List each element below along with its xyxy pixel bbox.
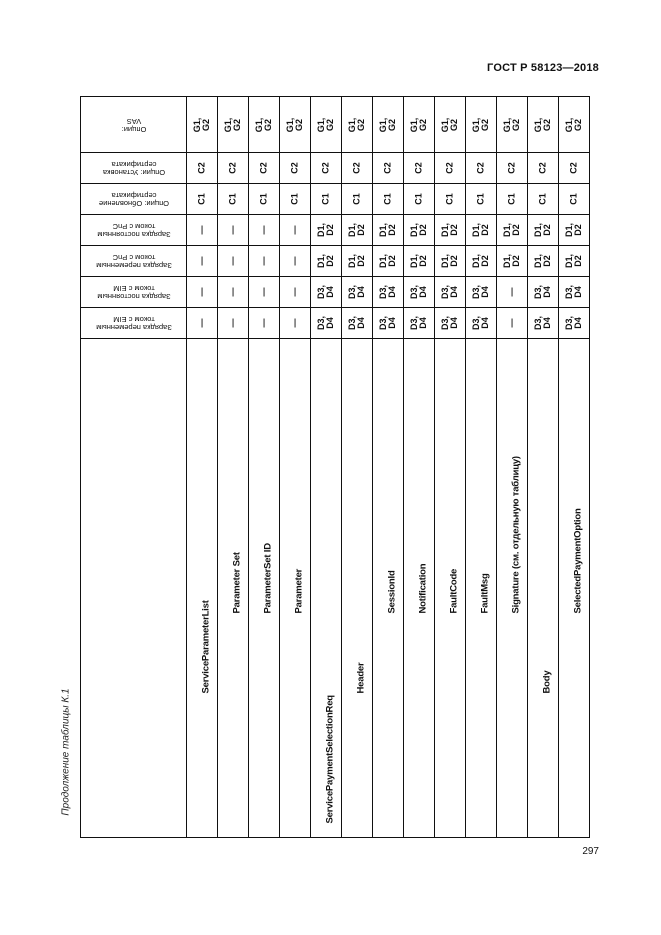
cell-option-update-cert: [311, 184, 342, 215]
value-dc-charging-pnc: D1, D2: [378, 222, 397, 238]
cell-option-update-cert: [435, 184, 466, 215]
value-ac-charging-pnc: D1, D2: [471, 253, 490, 269]
value-dc-charging-eim: D3, D4: [409, 284, 428, 300]
cell-ac-charging-eim: [342, 308, 373, 339]
cell-options-vas: [497, 97, 528, 153]
value-option-update-cert: C1: [475, 193, 486, 205]
cell-ac-charging-eim: [404, 308, 435, 339]
value-dc-charging-eim: —: [196, 287, 207, 297]
cell-ac-charging-pnc: [249, 246, 280, 277]
value-option-install-cert: C2: [444, 162, 455, 174]
value-option-update-cert: C1: [537, 193, 548, 205]
value-ac-charging-pnc: D1, D2: [378, 253, 397, 269]
cell-option-install-cert: [311, 153, 342, 184]
cell-option-install-cert: [404, 153, 435, 184]
value-dc-charging-eim: D3, D4: [564, 284, 583, 300]
value-ac-charging-eim: D3, D4: [347, 315, 366, 331]
row-option-install-cert: [81, 153, 590, 184]
cell-options-vas: [404, 97, 435, 153]
cell-option-install-cert: [249, 153, 280, 184]
cell-dc-charging-pnc: [497, 215, 528, 246]
value-dc-charging-pnc: D1, D2: [533, 222, 552, 238]
column-header-dc-charging-pnc: Зарядка постоянным током с PnC: [96, 222, 171, 239]
cell-option-install-cert: [559, 153, 590, 184]
value-option-install-cert: C2: [413, 162, 424, 174]
cell-element-name: [559, 339, 590, 838]
cell-ac-charging-eim: [435, 308, 466, 339]
value-option-install-cert: C2: [382, 162, 393, 174]
row-element-names: [81, 339, 590, 838]
page-number: 297: [582, 846, 599, 857]
cell-dc-charging-pnc: [466, 215, 497, 246]
cell-ac-charging-pnc: [435, 246, 466, 277]
cell-ac-charging-eim: [466, 308, 497, 339]
cell-dc-charging-pnc: [528, 215, 559, 246]
value-ac-charging-eim: D3, D4: [316, 315, 335, 331]
row-options-vas: [81, 97, 590, 153]
cell-option-install-cert: [187, 153, 218, 184]
cell-dc-charging-eim: [280, 277, 311, 308]
cell-options-vas: [249, 97, 280, 153]
row-ac-charging-pnc: [81, 246, 590, 277]
value-options-vas: G1, G2: [471, 117, 490, 132]
cell-ac-charging-eim: [559, 308, 590, 339]
element-name-l3: Signature (см. отдельную таблицу): [510, 456, 522, 614]
cell-option-update-cert: [249, 184, 280, 215]
value-option-update-cert: C1: [506, 193, 517, 205]
row-dc-charging-eim: [81, 277, 590, 308]
cell-options-vas: [466, 97, 497, 153]
element-name-l2: Body: [541, 670, 553, 694]
cell-dc-charging-pnc: [435, 215, 466, 246]
value-dc-charging-eim: D3, D4: [440, 284, 459, 300]
cell-dc-charging-eim: [404, 277, 435, 308]
value-ac-charging-pnc: —: [289, 256, 300, 266]
value-option-update-cert: C1: [444, 193, 455, 205]
value-dc-charging-pnc: D1, D2: [564, 222, 583, 238]
table-continuation-caption: Продолжение таблицы К.1: [60, 688, 72, 816]
value-option-update-cert: C1: [289, 193, 300, 205]
cell-options-vas: [373, 97, 404, 153]
cell-ac-charging-pnc: [559, 246, 590, 277]
value-dc-charging-pnc: D1, D2: [502, 222, 521, 238]
cell-ac-charging-pnc: [497, 246, 528, 277]
cell-option-update-cert: [280, 184, 311, 215]
cell-dc-charging-eim: [466, 277, 497, 308]
value-option-install-cert: C2: [506, 162, 517, 174]
cell-dc-charging-pnc: [373, 215, 404, 246]
column-header-ac-charging-eim: Зарядка переменным током с EIM: [95, 315, 172, 332]
cell-element-name: [497, 339, 528, 838]
value-dc-charging-pnc: —: [289, 225, 300, 235]
cell-ac-charging-eim: [373, 308, 404, 339]
value-ac-charging-eim: D3, D4: [378, 315, 397, 331]
value-ac-charging-eim: D3, D4: [440, 315, 459, 331]
element-name-l3: SelectedPaymentOption: [572, 508, 584, 614]
value-dc-charging-eim: —: [289, 287, 300, 297]
cell-ac-charging-eim: [528, 308, 559, 339]
cell-ac-charging-eim: [187, 308, 218, 339]
value-options-vas: G1, G2: [192, 117, 211, 132]
column-header-ac-charging-pnc: Зарядка переменным током с PnC: [95, 253, 172, 270]
cell-dc-charging-pnc: [559, 215, 590, 246]
value-dc-charging-eim: D3, D4: [316, 284, 335, 300]
cell-option-install-cert: [466, 153, 497, 184]
value-option-install-cert: C2: [351, 162, 362, 174]
cell-ac-charging-eim: [249, 308, 280, 339]
cell-dc-charging-eim: [218, 277, 249, 308]
value-options-vas: G1, G2: [316, 117, 335, 132]
header-cell-ac-charging-eim: [81, 308, 187, 339]
document-code: ГОСТ Р 58123—2018: [487, 62, 599, 74]
value-ac-charging-pnc: D1, D2: [502, 253, 521, 269]
cell-element-name: [404, 339, 435, 838]
value-ac-charging-eim: —: [289, 318, 300, 328]
cell-element-name: [249, 339, 280, 838]
value-ac-charging-eim: —: [506, 318, 517, 328]
element-name-l2: Header: [355, 662, 367, 694]
value-option-update-cert: C1: [413, 193, 424, 205]
cell-option-install-cert: [528, 153, 559, 184]
value-ac-charging-pnc: —: [227, 256, 238, 266]
cell-option-install-cert: [373, 153, 404, 184]
cell-ac-charging-pnc: [528, 246, 559, 277]
cell-dc-charging-eim: [249, 277, 280, 308]
element-name-l3: SessionId: [386, 570, 398, 614]
cell-dc-charging-eim: [497, 277, 528, 308]
value-dc-charging-eim: D3, D4: [378, 284, 397, 300]
cell-ac-charging-eim: [311, 308, 342, 339]
value-option-install-cert: C2: [289, 162, 300, 174]
cell-dc-charging-eim: [373, 277, 404, 308]
cell-element-name: [280, 339, 311, 838]
value-ac-charging-pnc: D1, D2: [409, 253, 428, 269]
cell-dc-charging-pnc: [187, 215, 218, 246]
value-option-install-cert: C2: [196, 162, 207, 174]
element-name-l3: Parameter: [293, 568, 305, 614]
value-ac-charging-eim: —: [227, 318, 238, 328]
value-options-vas: G1, G2: [223, 117, 242, 132]
value-options-vas: G1, G2: [254, 117, 273, 132]
cell-dc-charging-pnc: [218, 215, 249, 246]
cell-dc-charging-eim: [311, 277, 342, 308]
cell-ac-charging-pnc: [280, 246, 311, 277]
value-dc-charging-pnc: —: [227, 225, 238, 235]
cell-dc-charging-eim: [528, 277, 559, 308]
cell-option-update-cert: [404, 184, 435, 215]
cell-dc-charging-pnc: [342, 215, 373, 246]
value-options-vas: G1, G2: [409, 117, 428, 132]
element-name-l3: FaultMsg: [479, 573, 491, 614]
value-dc-charging-pnc: D1, D2: [316, 222, 335, 238]
header-cell-options-vas: [81, 97, 187, 153]
cell-option-update-cert: [497, 184, 528, 215]
value-options-vas: G1, G2: [440, 117, 459, 132]
cell-option-update-cert: [373, 184, 404, 215]
cell-ac-charging-eim: [218, 308, 249, 339]
value-option-install-cert: C2: [568, 162, 579, 174]
value-options-vas: G1, G2: [564, 117, 583, 132]
cell-option-update-cert: [218, 184, 249, 215]
column-header-dc-charging-eim: Зарядка постоянным током с EIM: [96, 284, 171, 301]
cell-option-update-cert: [559, 184, 590, 215]
cell-option-install-cert: [497, 153, 528, 184]
value-options-vas: G1, G2: [502, 117, 521, 132]
cell-options-vas: [280, 97, 311, 153]
value-options-vas: G1, G2: [347, 117, 366, 132]
cell-dc-charging-eim: [187, 277, 218, 308]
value-dc-charging-pnc: —: [258, 225, 269, 235]
cell-option-install-cert: [218, 153, 249, 184]
cell-options-vas: [187, 97, 218, 153]
value-options-vas: G1, G2: [285, 117, 304, 132]
cell-element-name: [311, 339, 342, 838]
cell-option-install-cert: [280, 153, 311, 184]
cell-element-name: [373, 339, 404, 838]
value-dc-charging-pnc: D1, D2: [409, 222, 428, 238]
value-option-install-cert: C2: [537, 162, 548, 174]
element-name-l2: ServiceParameterList: [200, 600, 212, 694]
row-option-update-cert: [81, 184, 590, 215]
value-dc-charging-eim: —: [227, 287, 238, 297]
value-option-update-cert: C1: [227, 193, 238, 205]
value-option-update-cert: C1: [568, 193, 579, 205]
cell-ac-charging-pnc: [373, 246, 404, 277]
value-ac-charging-pnc: —: [258, 256, 269, 266]
cell-element-name: [342, 339, 373, 838]
value-option-update-cert: C1: [382, 193, 393, 205]
cell-ac-charging-pnc: [218, 246, 249, 277]
value-ac-charging-pnc: D1, D2: [533, 253, 552, 269]
cell-ac-charging-pnc: [187, 246, 218, 277]
cell-option-install-cert: [435, 153, 466, 184]
value-ac-charging-pnc: D1, D2: [440, 253, 459, 269]
value-dc-charging-pnc: D1, D2: [347, 222, 366, 238]
value-option-update-cert: C1: [351, 193, 362, 205]
column-header-option-install-cert: Опции: Установка сертификата: [102, 160, 165, 177]
row-ac-charging-eim: [81, 308, 590, 339]
value-dc-charging-pnc: —: [196, 225, 207, 235]
header-cell-option-install-cert: [81, 153, 187, 184]
value-ac-charging-eim: D3, D4: [409, 315, 428, 331]
cell-dc-charging-eim: [342, 277, 373, 308]
cell-options-vas: [559, 97, 590, 153]
cell-element-name: [466, 339, 497, 838]
value-option-install-cert: C2: [320, 162, 331, 174]
header-cell-dc-charging-eim: [81, 277, 187, 308]
value-dc-charging-eim: —: [258, 287, 269, 297]
cell-options-vas: [342, 97, 373, 153]
cell-options-vas: [218, 97, 249, 153]
cell-dc-charging-pnc: [404, 215, 435, 246]
cell-options-vas: [528, 97, 559, 153]
value-ac-charging-eim: —: [258, 318, 269, 328]
cell-dc-charging-pnc: [311, 215, 342, 246]
header-cell-dc-charging-pnc: [81, 215, 187, 246]
cell-ac-charging-pnc: [466, 246, 497, 277]
cell-option-update-cert: [187, 184, 218, 215]
cell-dc-charging-pnc: [249, 215, 280, 246]
value-option-update-cert: C1: [196, 193, 207, 205]
value-option-install-cert: C2: [258, 162, 269, 174]
value-dc-charging-pnc: D1, D2: [471, 222, 490, 238]
row-dc-charging-pnc: [81, 215, 590, 246]
value-option-install-cert: C2: [475, 162, 486, 174]
value-ac-charging-eim: D3, D4: [533, 315, 552, 331]
value-ac-charging-pnc: D1, D2: [316, 253, 335, 269]
cell-options-vas: [435, 97, 466, 153]
element-name-l3: ParameterSet ID: [262, 543, 274, 614]
value-option-update-cert: C1: [258, 193, 269, 205]
value-dc-charging-pnc: D1, D2: [440, 222, 459, 238]
cell-ac-charging-eim: [497, 308, 528, 339]
element-name-l1: ServicePaymentSelectionReq: [324, 695, 336, 824]
element-name-l3: Parameter Set: [231, 552, 243, 614]
cell-ac-charging-pnc: [342, 246, 373, 277]
value-dc-charging-eim: —: [506, 287, 517, 297]
element-name-l3: Notification: [417, 563, 429, 614]
column-header-options-vas: Опции: VAS: [121, 116, 146, 134]
header-cell-option-update-cert: [81, 184, 187, 215]
cell-option-update-cert: [466, 184, 497, 215]
value-ac-charging-pnc: D1, D2: [564, 253, 583, 269]
cell-element-name: [528, 339, 559, 838]
cell-options-vas: [311, 97, 342, 153]
value-options-vas: G1, G2: [378, 117, 397, 132]
cell-element-name: [187, 339, 218, 838]
cell-ac-charging-eim: [280, 308, 311, 339]
column-header-option-update-cert: Опции: Обновление сертификата: [98, 191, 169, 208]
requirements-table: [80, 96, 590, 838]
element-name-l3: FaultCode: [448, 568, 460, 614]
value-dc-charging-eim: D3, D4: [347, 284, 366, 300]
value-ac-charging-pnc: —: [196, 256, 207, 266]
cell-element-name: [218, 339, 249, 838]
value-option-update-cert: C1: [320, 193, 331, 205]
value-ac-charging-pnc: D1, D2: [347, 253, 366, 269]
cell-dc-charging-eim: [559, 277, 590, 308]
value-dc-charging-eim: D3, D4: [471, 284, 490, 300]
cell-ac-charging-pnc: [404, 246, 435, 277]
cell-option-update-cert: [342, 184, 373, 215]
names-corner-cell: [81, 339, 187, 838]
value-ac-charging-eim: D3, D4: [564, 315, 583, 331]
value-option-install-cert: C2: [227, 162, 238, 174]
cell-ac-charging-pnc: [311, 246, 342, 277]
cell-option-update-cert: [528, 184, 559, 215]
cell-dc-charging-eim: [435, 277, 466, 308]
cell-dc-charging-pnc: [280, 215, 311, 246]
value-options-vas: G1, G2: [533, 117, 552, 132]
header-cell-ac-charging-pnc: [81, 246, 187, 277]
value-ac-charging-eim: —: [196, 318, 207, 328]
value-dc-charging-eim: D3, D4: [533, 284, 552, 300]
cell-element-name: [435, 339, 466, 838]
value-ac-charging-eim: D3, D4: [471, 315, 490, 331]
cell-option-install-cert: [342, 153, 373, 184]
